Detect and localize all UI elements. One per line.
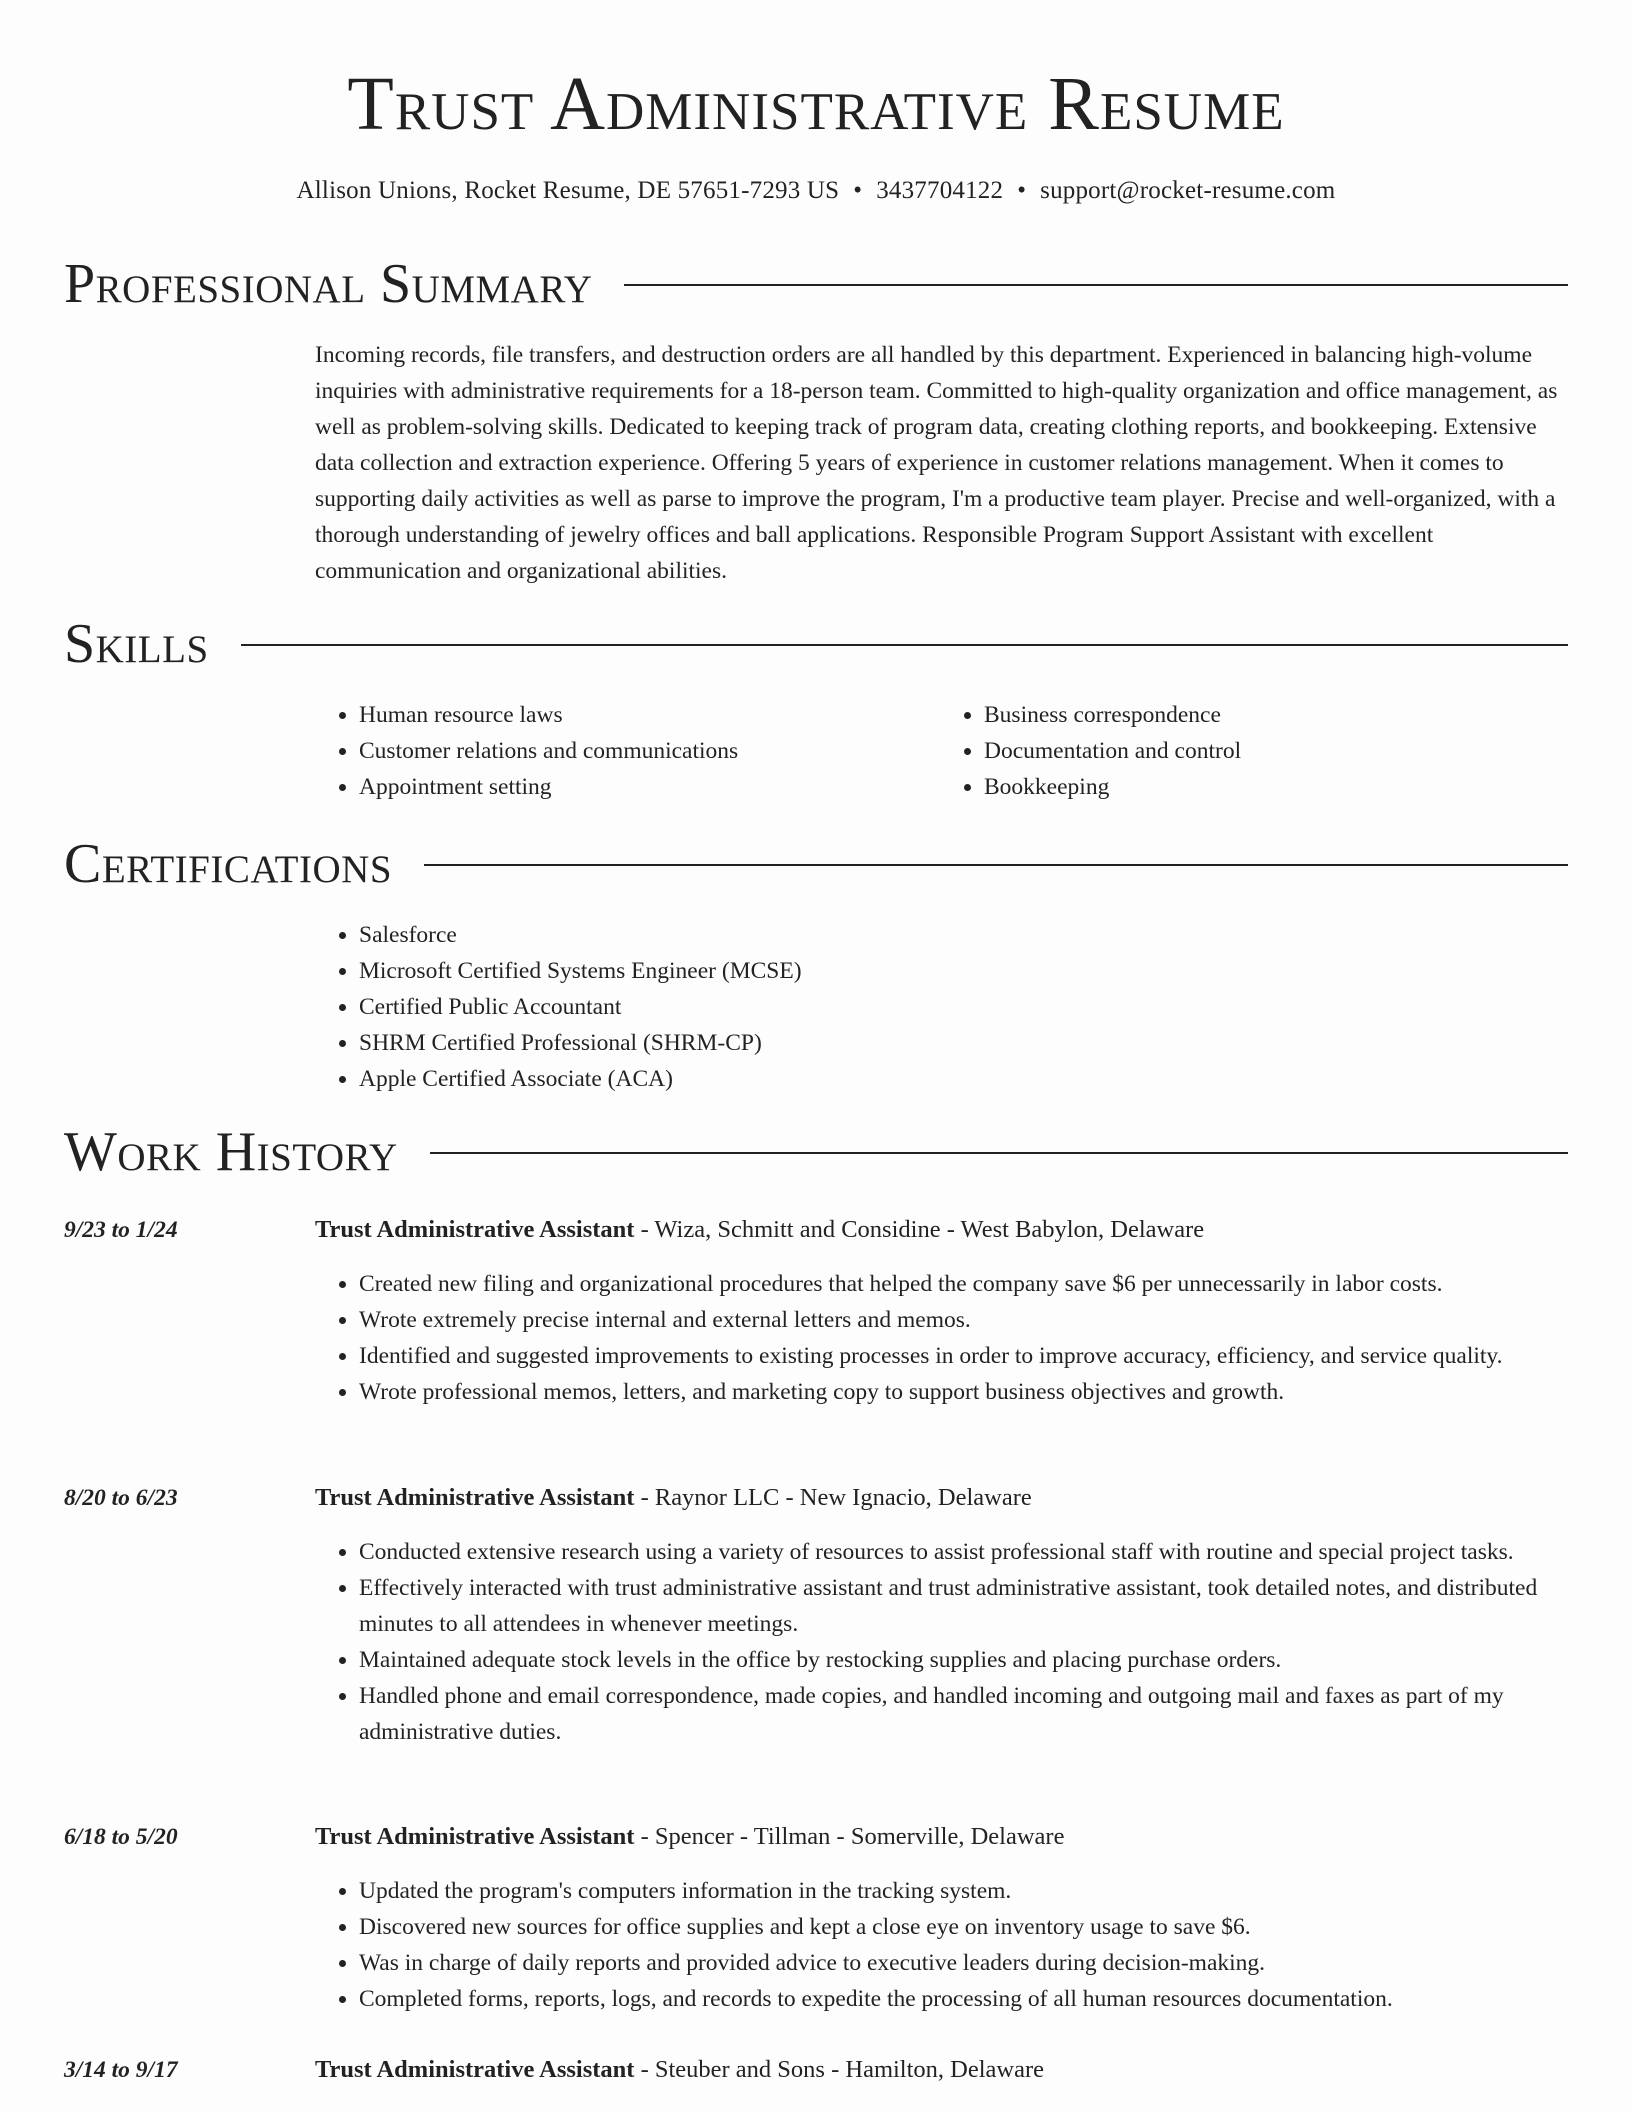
job-employer: - Spencer - Tillman - Somerville, Delaware: [634, 1823, 1065, 1850]
job-duty: • Completed forms, reports, logs, and records to expedite the processing of all human resources documentation.: [359, 1981, 1565, 2017]
certification-item: • Microsoft Certified Systems Engineer (MCSE): [359, 953, 1565, 989]
section-heading-summary: Professional Summary: [64, 253, 593, 315]
skill-item: • Bookkeeping: [984, 769, 1565, 805]
section-heading-skills: Skills: [64, 613, 209, 675]
job-duty: • Maintained adequate stock levels in the office by restocking supplies and placing purchase orders.: [359, 1642, 1565, 1678]
section-divider: [241, 644, 1568, 646]
job-heading: [315, 1480, 1032, 1516]
section-skills-header: [64, 612, 1568, 676]
job-dates: 6/18 to 5/20: [64, 1824, 178, 1850]
contact-email: support@rocket-resume.com: [1040, 177, 1336, 204]
skill-item: • Customer relations and communications: [359, 733, 940, 769]
job-title: Trust Administrative Assistant: [315, 1216, 635, 1243]
job-duties: [315, 1534, 1565, 1750]
section-certifications-header: [64, 832, 1568, 896]
job-heading: [315, 1819, 1064, 1855]
skill-item: • Documentation and control: [984, 733, 1565, 769]
job-duties-list: [315, 1266, 1565, 1410]
section-divider: [424, 864, 1568, 866]
certification-item: • Certified Public Accountant: [359, 989, 1565, 1025]
job-duty: • Effectively interacted with trust administrative assistant and trust administrative assistant, took detailed notes, and distributed minutes to all attendees in whenever meetings.: [359, 1570, 1565, 1642]
section-divider: [430, 1152, 1568, 1154]
certifications-block: [315, 917, 1565, 1097]
section-divider: [624, 284, 1568, 286]
contact-separator: •: [1017, 177, 1027, 204]
job-duties-list: [315, 1873, 1565, 2017]
job-title: Trust Administrative Assistant: [315, 1823, 635, 1850]
skill-item: • Appointment setting: [359, 769, 940, 805]
section-summary-header: [64, 252, 1568, 316]
skills-list-right: [940, 697, 1565, 805]
skills-list-left: [315, 697, 940, 805]
job-heading: [315, 2052, 1044, 2088]
certifications-list: [315, 917, 1565, 1097]
job-duty: • Handled phone and email correspondence, made copies, and handled incoming and outgoing mail and faxes as part of my administrative duties.: [359, 1678, 1565, 1750]
job-duty: • Discovered new sources for office supplies and kept a close eye on inventory usage to save $6.: [359, 1909, 1565, 1945]
job-employer: - Steuber and Sons - Hamilton, Delaware: [634, 2056, 1045, 2083]
section-heading-work-history: Work History: [64, 1121, 398, 1183]
job-title: Trust Administrative Assistant: [315, 1484, 635, 1511]
job-duties: [315, 1266, 1565, 1410]
job-duty: • Wrote professional memos, letters, and marketing copy to support business objectives and growth.: [359, 1374, 1565, 1410]
job-heading: [315, 1212, 1204, 1248]
job-duty: • Updated the program's computers information in the tracking system.: [359, 1873, 1565, 1909]
job-duty: • Identified and suggested improvements to existing processes in order to improve accuracy, efficiency, and service quality.: [359, 1338, 1565, 1374]
job-dates: 8/20 to 6/23: [64, 1485, 178, 1511]
job-duty: • Was in charge of daily reports and provided advice to executive leaders during decision-making.: [359, 1945, 1565, 1981]
skill-item: • Human resource laws: [359, 697, 940, 733]
contact-separator: •: [853, 177, 863, 204]
job-duties: [315, 1873, 1565, 2017]
job-employer: - Raynor LLC - New Ignacio, Delaware: [634, 1484, 1032, 1511]
job-duty: • Created new filing and organizational procedures that helped the company save $6 per unnecessarily in labor costs.: [359, 1266, 1565, 1302]
section-work-history-header: [64, 1120, 1568, 1184]
job-employer: - Wiza, Schmitt and Considine - West Babylon, Delaware: [634, 1216, 1205, 1243]
job-title: Trust Administrative Assistant: [315, 2056, 635, 2083]
certification-item: • SHRM Certified Professional (SHRM-CP): [359, 1025, 1565, 1061]
certification-item: • Apple Certified Associate (ACA): [359, 1061, 1565, 1097]
job-dates: 3/14 to 9/17: [64, 2057, 178, 2083]
job-dates: 9/23 to 1/24: [64, 1217, 178, 1243]
certification-item: • Salesforce: [359, 917, 1565, 953]
job-duty: • Wrote extremely precise internal and external letters and memos.: [359, 1302, 1565, 1338]
contact-phone: 3437704122: [876, 177, 1004, 204]
job-duty: • Conducted extensive research using a variety of resources to assist professional staff with routine and special project tasks.: [359, 1534, 1565, 1570]
job-duties-list: [315, 1534, 1565, 1750]
skills-columns: [315, 697, 1565, 805]
resume-title: Trust Administrative Resume: [347, 62, 1285, 146]
contact-line: [64, 174, 1568, 208]
summary-text: Incoming records, file transfers, and destruction orders are all handled by this department. Experienced in balancing high-volume inquiries with administrative requirements for a 18-person team. Committed to high-quality organization and office management, as well as problem-solving skills. Dedicated to keeping track of program data, creating clothing reports, and bookkeeping. Extensive data collection and extraction experience. Offering 5 years of experience in customer relations management. When it comes to supporting daily activities as well as parse to improve the program, I'm a productive team player. Precise and well-organized, with a thorough understanding of jewelry offices and ball applications. Responsible Program Support Assistant with excellent communication and organizational abilities.: [315, 342, 1558, 584]
section-heading-certifications: Certifications: [64, 833, 393, 895]
contact-address: Allison Unions, Rocket Resume, DE 57651-7293 US: [296, 177, 840, 204]
skill-item: • Business correspondence: [984, 697, 1565, 733]
